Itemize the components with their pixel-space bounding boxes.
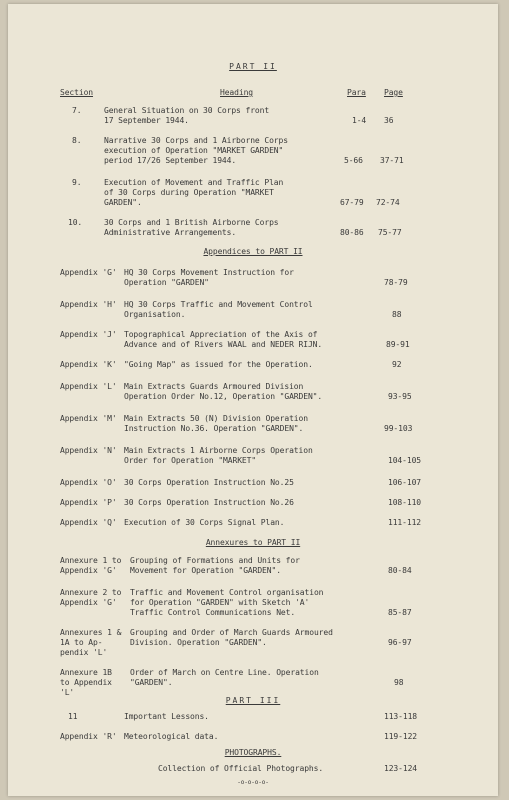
appendix-label: Appendix 'K' [60,360,117,369]
appendix-page: 106-107 [388,478,422,487]
part3-label: Appendix 'R' [60,732,117,741]
section-heading-line: Execution of Movement and Traffic Plan [104,178,284,187]
appendix-label: Appendix 'O' [60,478,117,487]
annexure-label-line: Appendix 'G' [60,598,117,607]
appendix-title-line: Operation "GARDEN" [124,278,209,287]
appendix-title-line: Advance and of Rivers WAAL and NEDER RIJN. [124,340,323,349]
appendix-title-line: Execution of 30 Corps Signal Plan. [124,518,285,527]
appendix-title-line: 30 Corps Operation Instruction No.26 [124,498,294,507]
annexure-label-line: 'L' [60,688,75,697]
annexure-page: 96-97 [388,638,412,647]
part3-page: 113-118 [384,712,418,721]
annexure-page: 85-87 [388,608,412,617]
appendix-title-line: Main Extracts 50 (N) Division Operation [124,414,308,423]
annexure-label-line: to Appendix [60,678,112,687]
annexure-title-line: Traffic Control Communications Net. [130,608,296,617]
appendix-label: Appendix 'M' [60,414,117,423]
document-page [8,4,498,796]
section-heading-line: 30 Corps and 1 British Airborne Corps [104,218,279,227]
annexure-label-line: Annexure 2 to [60,588,122,597]
photographs-text: Collection of Official Photographs. [158,764,324,773]
column-header-section: Section [60,88,94,97]
photographs-page: 123-124 [384,764,418,773]
part3-label: 11 [68,712,78,721]
column-header-page: Page [384,88,403,97]
annexure-page: 98 [394,678,404,687]
part3-item-text: Meteorological data. [124,732,219,741]
annexures-title: Annexures to PART II [205,538,301,547]
appendix-title-line: "Going Map" as issued for the Operation. [124,360,313,369]
section-page: 37-71 [380,156,404,165]
appendix-label: Appendix 'J' [60,330,117,339]
annexure-title-line: Traffic and Movement Control organisation [130,588,324,597]
annexure-title-line: for Operation "GARDEN" with Sketch 'A' [130,598,310,607]
annexure-label-line: pendix 'L' [60,648,108,657]
section-heading-line: General Situation on 30 Corps front [104,106,270,115]
annexure-label-line: Annexure 1B [60,668,112,677]
annexure-title-line: "GARDEN". [130,678,173,687]
part3-page: 119-122 [384,732,418,741]
annexure-title-line: Movement for Operation "GARDEN". [130,566,281,575]
end-mark: -o-o-o-o- [237,779,269,786]
appendix-page: 108-110 [388,498,422,507]
photographs-title: PHOTOGRAPHS. [224,748,282,757]
annexure-title-line: Division. Operation "GARDEN". [130,638,267,647]
appendix-title-line: Instruction No.36. Operation "GARDEN". [124,424,304,433]
section-heading-line: of 30 Corps during Operation "MARKET [104,188,274,197]
section-para: 5-66 [344,156,363,165]
section-heading-line: GARDEN". [104,198,142,207]
appendix-page: 89-91 [386,340,410,349]
section-number: 10. [68,218,83,227]
appendix-label: Appendix 'N' [60,446,117,455]
section-para: 80-86 [340,228,364,237]
appendix-title-line: Organisation. [124,310,186,319]
appendix-title-line: 30 Corps Operation Instruction No.25 [124,478,294,487]
annexure-label-line: Annexure 1 to [60,556,122,565]
section-number: 9. [72,178,82,187]
section-para: 1-4 [352,116,367,125]
appendix-label: Appendix 'G' [60,268,117,277]
part-iii-title: PART III [225,696,281,705]
section-number: 8. [72,136,82,145]
appendix-title-line: Main Extracts Guards Armoured Division [124,382,304,391]
annexure-label-line: 1A to Ap- [60,638,103,647]
annexure-title-line: Grouping and Order of March Guards Armoured [130,628,333,637]
appendix-label: Appendix 'L' [60,382,117,391]
part3-item-text: Important Lessons. [124,712,209,721]
section-para: 67-79 [340,198,364,207]
section-heading-line: period 17/26 September 1944. [104,156,237,165]
appendix-page: 78-79 [384,278,408,287]
appendix-title-line: Topographical Appreciation of the Axis of [124,330,318,339]
section-page: 36 [384,116,394,125]
annexure-title-line: Grouping of Formations and Units for [130,556,300,565]
section-heading-line: execution of Operation "MARKET GARDEN" [104,146,284,155]
annexure-title-line: Order of March on Centre Line. Operation [130,668,319,677]
section-heading-line: Administrative Arrangements. [104,228,237,237]
appendix-page: 111-112 [388,518,422,527]
part-ii-title: PART II [229,62,277,71]
section-page: 72-74 [376,198,400,207]
annexure-label-line: Annexures 1 & [60,628,122,637]
appendix-page: 104-105 [388,456,422,465]
section-number: 7. [72,106,82,115]
appendix-title-line: Operation Order No.12, Operation "GARDEN". [124,392,323,401]
section-heading-line: Narrative 30 Corps and 1 Airborne Corps [104,136,288,145]
appendix-title-line: Main Extracts 1 Airborne Corps Operation [124,446,313,455]
appendix-page: 93-95 [388,392,412,401]
section-page: 75-77 [378,228,402,237]
appendices-title: Appendices to PART II [203,247,303,256]
appendix-title-line: Order for Operation "MARKET" [124,456,257,465]
appendix-title-line: HQ 30 Corps Movement Instruction for [124,268,294,277]
appendix-page: 92 [392,360,402,369]
column-header-para: Para [347,88,366,97]
appendix-page: 88 [392,310,402,319]
section-heading-line: 17 September 1944. [104,116,189,125]
annexure-page: 80-84 [388,566,412,575]
appendix-page: 99-103 [384,424,413,433]
appendix-title-line: HQ 30 Corps Traffic and Movement Control [124,300,313,309]
appendix-label: Appendix 'H' [60,300,117,309]
appendix-label: Appendix 'Q' [60,518,117,527]
column-header-heading: Heading [220,88,254,97]
annexure-label-line: Appendix 'G' [60,566,117,575]
appendix-label: Appendix 'P' [60,498,117,507]
